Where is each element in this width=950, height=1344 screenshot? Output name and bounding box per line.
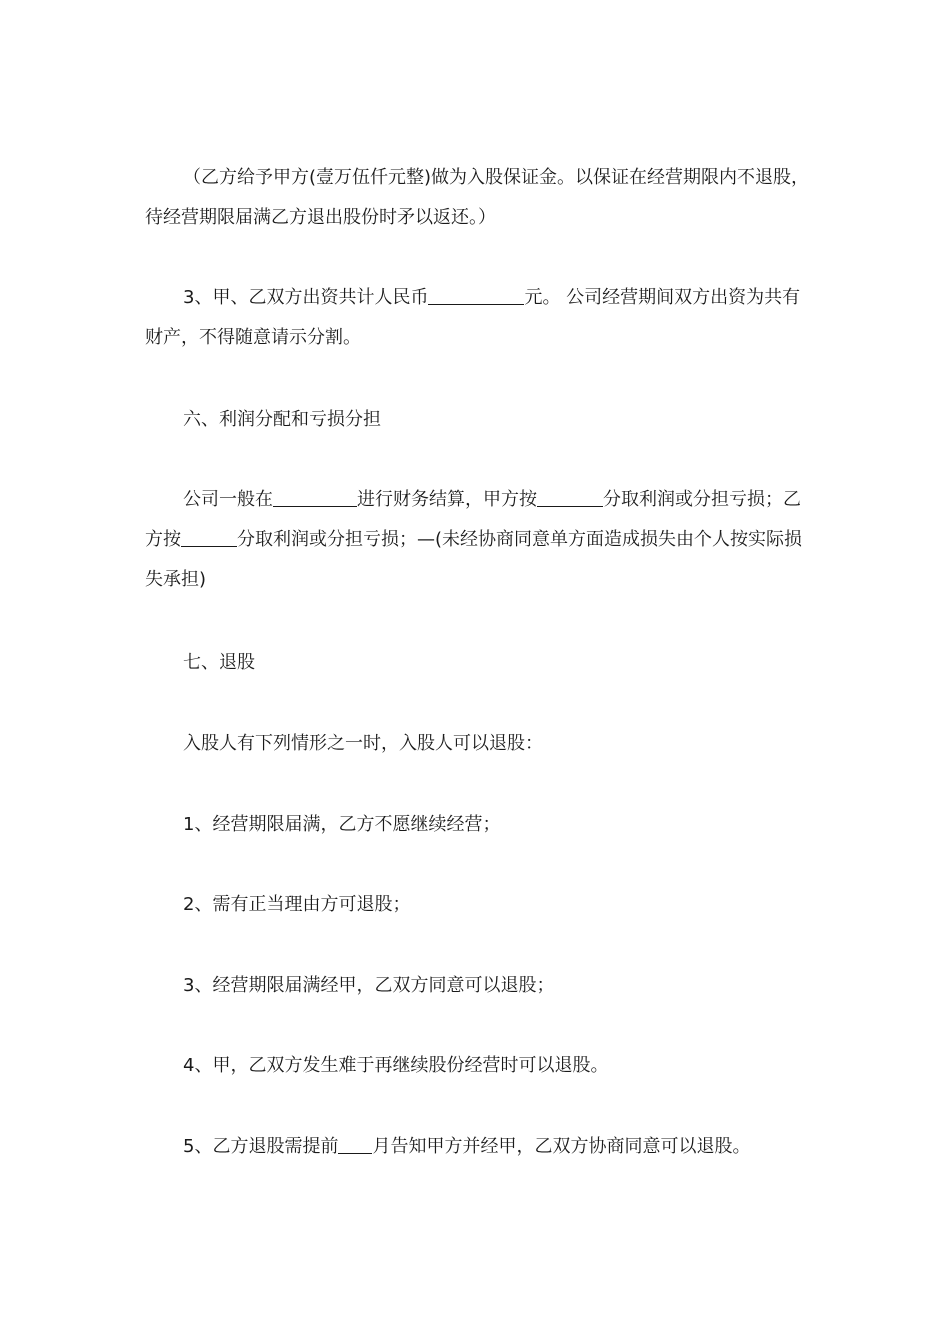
list-item-text: 4、甲，乙双方发生难于再继续股份经营时可以退股。	[183, 1055, 609, 1076]
capital-amount-blank	[428, 286, 524, 305]
list-item	[145, 1127, 810, 1167]
party-b-ratio-blank	[181, 528, 237, 547]
section-six-title: 六、利润分配和亏损分担	[183, 409, 381, 430]
profit-text-3: 分取利润或分担亏损；乙方按	[145, 489, 801, 550]
profit-text-2: 进行财务结算，甲方按	[357, 489, 537, 510]
notice-text-start: 5、乙方退股需提前	[183, 1136, 339, 1157]
guarantee-paragraph	[145, 158, 810, 238]
profit-text-4: 分取利润或分担亏损；—(未经协商同意单方面造成损失由个人按实际损失承担)	[145, 529, 803, 590]
list-item-text: 2、需有正当理由方可退股；	[183, 894, 411, 915]
party-a-ratio-blank	[537, 488, 603, 507]
section-seven-heading	[145, 643, 810, 683]
section-seven-title: 七、退股	[183, 652, 255, 673]
list-item-text: 3、经营期限届满经甲，乙双方同意可以退股；	[183, 975, 555, 996]
guarantee-text: （乙方给予甲方(壹万伍仟元整)做为入股保证金。以保证在经营期限内不退股，待经营期限届满乙方退出股份时矛以返还。）	[145, 167, 810, 228]
settlement-period-blank	[273, 488, 357, 507]
list-item	[145, 885, 810, 925]
notice-text-end: 月告知甲方并经甲，乙双方协商同意可以退股。	[372, 1136, 751, 1157]
profit-paragraph	[145, 480, 810, 600]
list-item	[145, 805, 810, 845]
capital-text-end: 元。 公司经营期间双方出资为共有财产，不得随意请示分割。	[145, 287, 801, 348]
capital-text-start: 3、甲、乙双方出资共计人民币	[183, 287, 429, 308]
withdrawal-intro	[145, 724, 810, 764]
capital-paragraph	[145, 278, 810, 358]
list-item	[145, 966, 810, 1006]
withdrawal-intro-text: 入股人有下列情形之一时，入股人可以退股：	[183, 733, 543, 754]
list-item	[145, 1046, 810, 1086]
profit-text-1: 公司一般在	[183, 489, 273, 510]
list-item-text: 1、经营期限届满，乙方不愿继续经营；	[183, 814, 501, 835]
section-six-heading	[145, 400, 810, 440]
notice-months-blank	[338, 1135, 372, 1154]
